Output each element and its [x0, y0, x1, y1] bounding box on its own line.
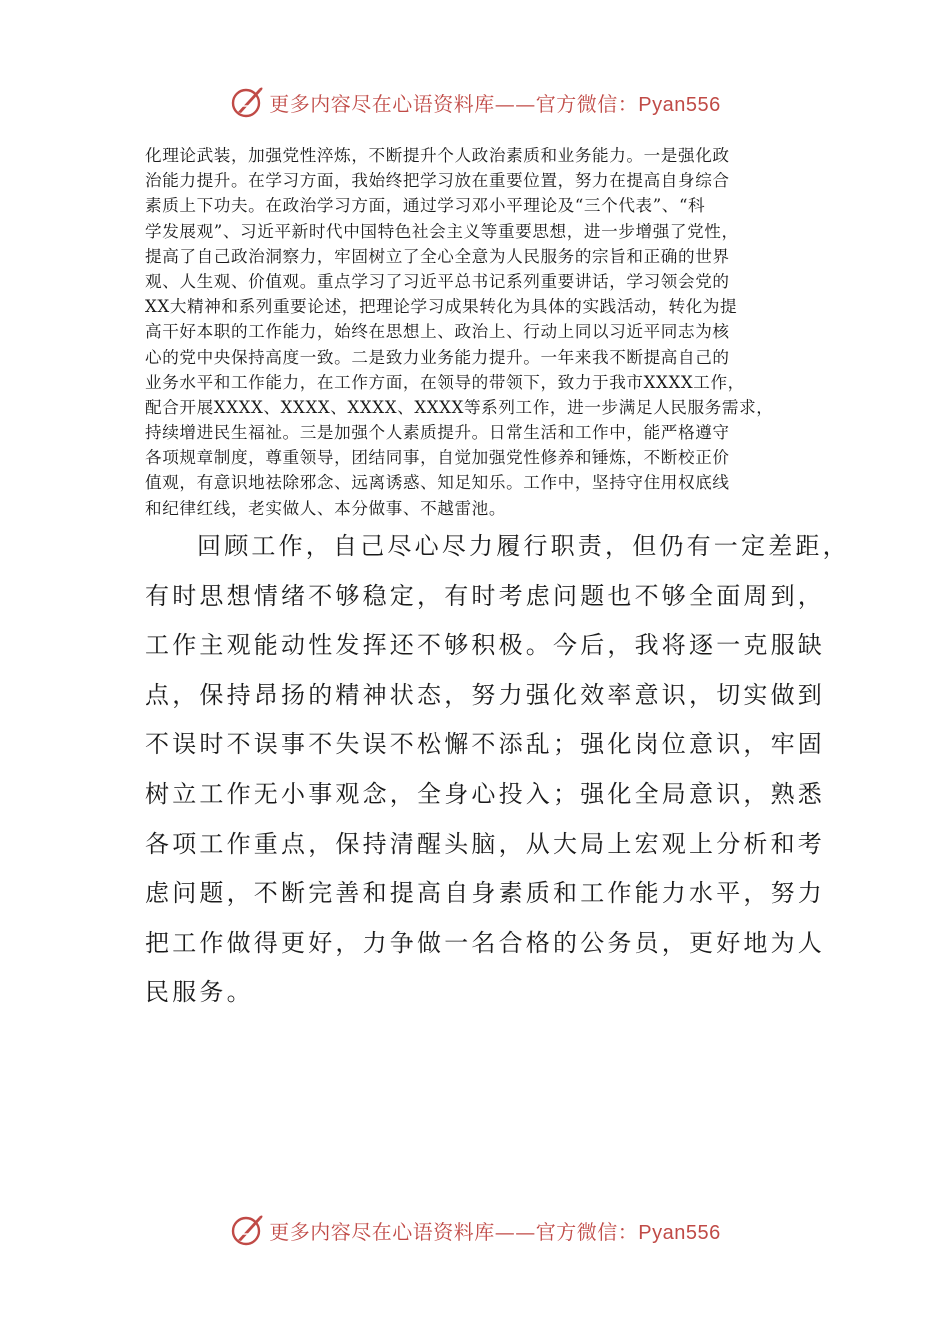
text-line: 树立工作无小事观念，全身心投入；强化全局意识，熟悉: [145, 779, 825, 808]
text-line: 工作主观能动性发挥还不够积极。今后，我将逐一克服缺: [145, 631, 825, 660]
text-line: 高干好本职的工作能力，始终在思想上、政治上、行动上同以习近平同志为核: [145, 322, 730, 342]
text-line: 学发展观”、习近平新时代中国特色社会主义等重要思想，进一步增强了党性，: [145, 221, 739, 241]
text-line-first: 回顾工作，自己尽心尽力履行职责，但仍有一定差距，: [197, 532, 850, 560]
text-line: 有时思想情绪不够稳定，有时考虑问题也不够全面周到，: [145, 581, 825, 610]
header-banner-account: Pyan556: [638, 93, 721, 116]
text-line: XX大精神和系列重要论述，把理论学习成果转化为具体的实践活动，转化为提: [145, 297, 738, 317]
text-line: 值观，有意识地祛除邪念、远离诱惑、知足知乐。工作中，坚持守住用权底线: [145, 473, 730, 493]
footer-banner-text: [269, 1216, 720, 1245]
footer-banner-site-text: 更多内容尽在心语资料库——官方微信：: [269, 1219, 639, 1244]
text-line: 素质上下功夫。在政治学习方面，通过学习邓小平理论及“三个代表”、“科: [145, 196, 706, 216]
text-line: 持续增进民生福祉。三是加强个人素质提升。日常生活和工作中，能严格遵守: [145, 423, 730, 443]
text-line: 化理论武装，加强党性淬炼，不断提升个人政治素质和业务能力。一是强化政: [145, 146, 730, 165]
text-line: 点，保持昂扬的精神状态，努力强化效率意识，切实做到: [145, 680, 825, 709]
text-line: 把工作做得更好，力争做一名合格的公务员，更好地为人: [145, 928, 825, 957]
text-line: 观、人生观、价值观。重点学习了习近平总书记系列重要讲话，学习领会党的: [145, 271, 730, 291]
text-line: 各项工作重点，保持清醒头脑，从大局上宏观上分析和考: [145, 829, 825, 858]
text-line: 各项规章制度，尊重领导，团结同事，自觉加强党性修养和锤炼，不断校正价: [145, 448, 730, 468]
quill-pen-circle-icon: [229, 84, 265, 120]
text-line: 提高了自己政治洞察力，牢固树立了全心全意为人民服务的宗旨和正确的世界: [145, 246, 730, 266]
text-line: 民服务。: [145, 978, 254, 1007]
text-line: 配合开展XXXX、XXXX、XXXX、XXXX等系列工作，进一步满足人民服务需求，: [145, 397, 774, 417]
text-line: 和纪律红线，老实做人、本分做事、不越雷池。: [145, 498, 507, 518]
text-line: 心的党中央保持高度一致。二是致力业务能力提升。一年来我不断提高自己的: [145, 347, 730, 367]
quill-pen-circle-icon: [229, 1212, 265, 1248]
footer-banner-account: Pyan556: [638, 1221, 721, 1244]
text-line: 业务水平和工作能力，在工作方面，在领导的带领下，致力于我市XXXX工作，: [145, 372, 745, 392]
footer-watermark-banner: [0, 1210, 950, 1250]
header-banner-text: [269, 88, 720, 117]
text-line: 虑问题，不断完善和提高自身素质和工作能力水平，努力: [145, 879, 825, 908]
header-watermark-banner: [0, 82, 950, 122]
body-paragraph-large: [145, 522, 850, 1018]
text-line: 治能力提升。在学习方面，我始终把学习放在重要位置，努力在提高自身综合: [145, 171, 730, 191]
text-line: 不误时不误事不失误不松懈不添乱；强化岗位意识，牢固: [145, 730, 825, 759]
body-paragraph-small: [145, 143, 805, 521]
header-banner-site-text: 更多内容尽在心语资料库——官方微信：: [269, 91, 639, 116]
